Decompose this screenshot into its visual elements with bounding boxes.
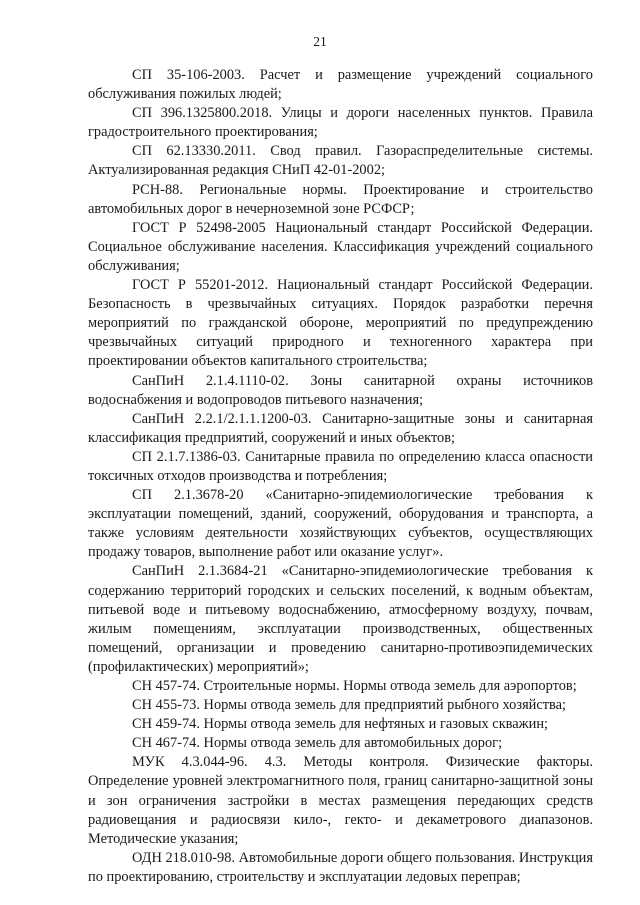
paragraph: СН 457-74. Строительные нормы. Нормы отвода земель для аэропортов; (132, 678, 577, 694)
paragraph: СанПиН 2.2.1/2.1.1.1200-03. Санитарно-защитные зоны и санитарная классификация предприятий, сооружений и иных объектов; (88, 410, 593, 446)
paragraph: СП 396.1325800.2018. Улицы и дороги населенных пунктов. Правила градостроительного проектирования; (88, 105, 593, 141)
body-text (88, 66, 593, 887)
paragraph: ОДН 218.010-98. Автомобильные дороги общего пользования. Инструкция по проектированию, строительству и эксплуатации ледовых переправ; (88, 849, 593, 885)
paragraph: ГОСТ Р 52498-2005 Национальный стандарт Российской Федерации. Социальное обслуживание населения. Классификация учреждений социального обслуживания; (88, 219, 593, 274)
paragraph: СанПиН 2.1.3684-21 «Санитарно-эпидемиологические требования к содержанию территорий городских и сельских поселений, к водным объектам, питьевой воде и питьевому водоснабжению, атмосферному воздуху, почвам, жилым помещениям, эксплуатации производственных, общественных помещений, организации и проведению санитарно-противоэпидемических (профилактических) мероприятий»; (88, 563, 593, 675)
paragraph: СанПиН 2.1.4.1110-02. Зоны санитарной охраны источников водоснабжения и водопроводов питьевого назначения; (88, 372, 593, 408)
paragraph: СН 459-74. Нормы отвода земель для нефтяных и газовых скважин; (132, 716, 549, 733)
paragraph: СП 62.13330.2011. Свод правил. Газораспределительные системы. Актуализированная редакция СНиП 42-01-2002; (88, 143, 593, 179)
paragraph: СН 455-73. Нормы отвода земель для предприятий рыбного хозяйства; (132, 697, 567, 714)
paragraph: МУК 4.3.044-96. 4.3. Методы контроля. Физические факторы. Определение уровней электромагнитного поля, границ санитарно-защитной зоны и зон ограничения застройки в местах размещения передающих средств радиовещания и радиосвязи кило-, гекто- и декаметрового диапазонов. Методические указания; (88, 754, 593, 847)
paragraph: РСН-88. Региональные нормы. Проектирование и строительство автомобильных дорог в нечерноземной зоне РСФСР; (88, 181, 593, 217)
page-number: 21 (313, 34, 327, 49)
paragraph: СП 35-106-2003. Расчет и размещение учреждений социального обслуживания пожилых людей; (88, 67, 593, 103)
paragraph: ГОСТ Р 55201-2012. Национальный стандарт Российской Федерации. Безопасность в чрезвычайных ситуациях. Порядок разработки перечня мероприятий по гражданской обороне, мероприятий по предупреждению чрезвычайных ситуаций природного и техногенного характера при проектировании объектов капитального строительства; (88, 277, 593, 370)
paragraph: СП 2.1.7.1386-03. Санитарные правила по определению класса опасности токсичных отходов производства и потребления; (88, 448, 593, 484)
paragraph: СП 2.1.3678-20 «Санитарно-эпидемиологические требования к эксплуатации помещений, зданий, сооружений, оборудования и транспорта, а также условиям деятельности хозяйствующих субъектов, осуществляющих продажу товаров, выполнение работ или оказание услуг». (88, 487, 593, 561)
paragraph: СН 467-74. Нормы отвода земель для автомобильных дорог; (132, 735, 503, 752)
